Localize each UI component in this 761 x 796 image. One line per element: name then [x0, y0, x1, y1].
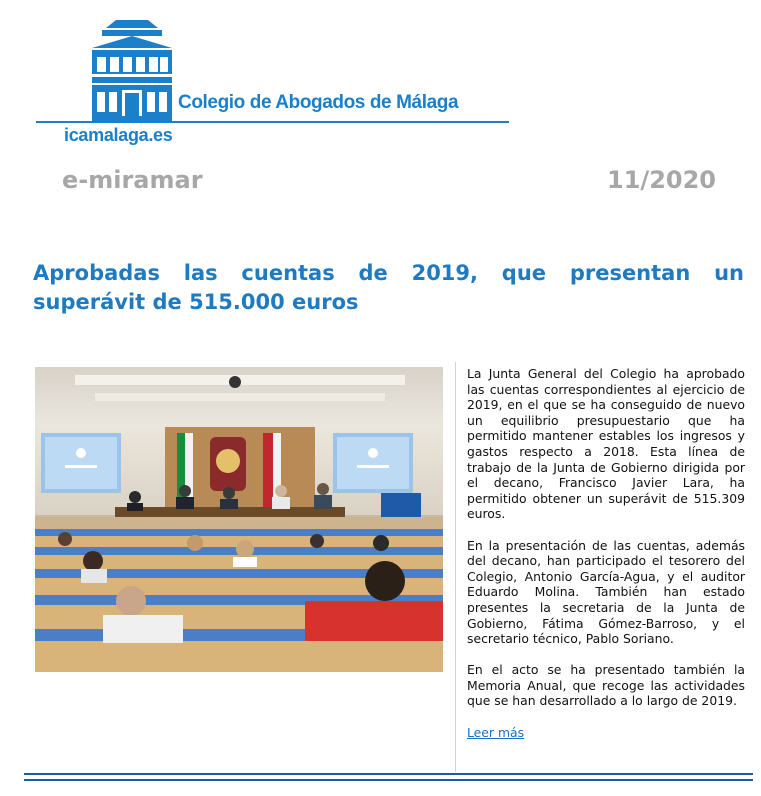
newsletter-name: e-miramar	[62, 166, 203, 194]
read-more-row	[467, 725, 745, 741]
article-paragraph: La Junta General del Colegio ha aprobado las cuentas correspondientes al ejercicio de 2019, en el que se ha conseguido de nuevo un equilibrio presupuestario que ha permitido mantener estables los ingresos y gastos respecto a 2018. Esta línea de trabajo de la Junta de Gobierno dirigida por el decano, Francisco Javier Lara, ha permitido obtener un superávit de 515.309 euros.	[467, 366, 745, 522]
read-more-link[interactable]: Leer más	[467, 724, 525, 740]
domain-label: icamalaga.es	[64, 125, 173, 145]
article-title: Aprobadas las cuentas de 2019, que presentan un superávit de 515.000 euros	[33, 261, 744, 314]
assembly-hall-illustration	[35, 367, 443, 672]
article-paragraph: En la presentación de las cuentas, además del decano, han participado el tesorero del Colegio, Antonio García-Agua, y el auditor Eduardo Molina. También han estado presentes la secretaria de la Junta de Gobierno, Fátima Gómez-Barroso, y el secretario técnico, Pablo Soriano.	[467, 537, 745, 647]
article-photo[interactable]	[35, 367, 443, 672]
column-divider	[455, 362, 456, 772]
issue-date: 11/2020	[607, 166, 716, 194]
article-body	[467, 366, 745, 756]
logo-divider	[36, 121, 509, 123]
org-name: Colegio de Abogados de Málaga	[178, 92, 459, 113]
footer-rule-top	[24, 773, 753, 775]
article-paragraph: En el acto se ha presentado también la Memoria Anual, que recoge las actividades que se han desarrollado a lo largo de 2019.	[467, 662, 745, 709]
footer-rule-bottom	[24, 779, 753, 781]
